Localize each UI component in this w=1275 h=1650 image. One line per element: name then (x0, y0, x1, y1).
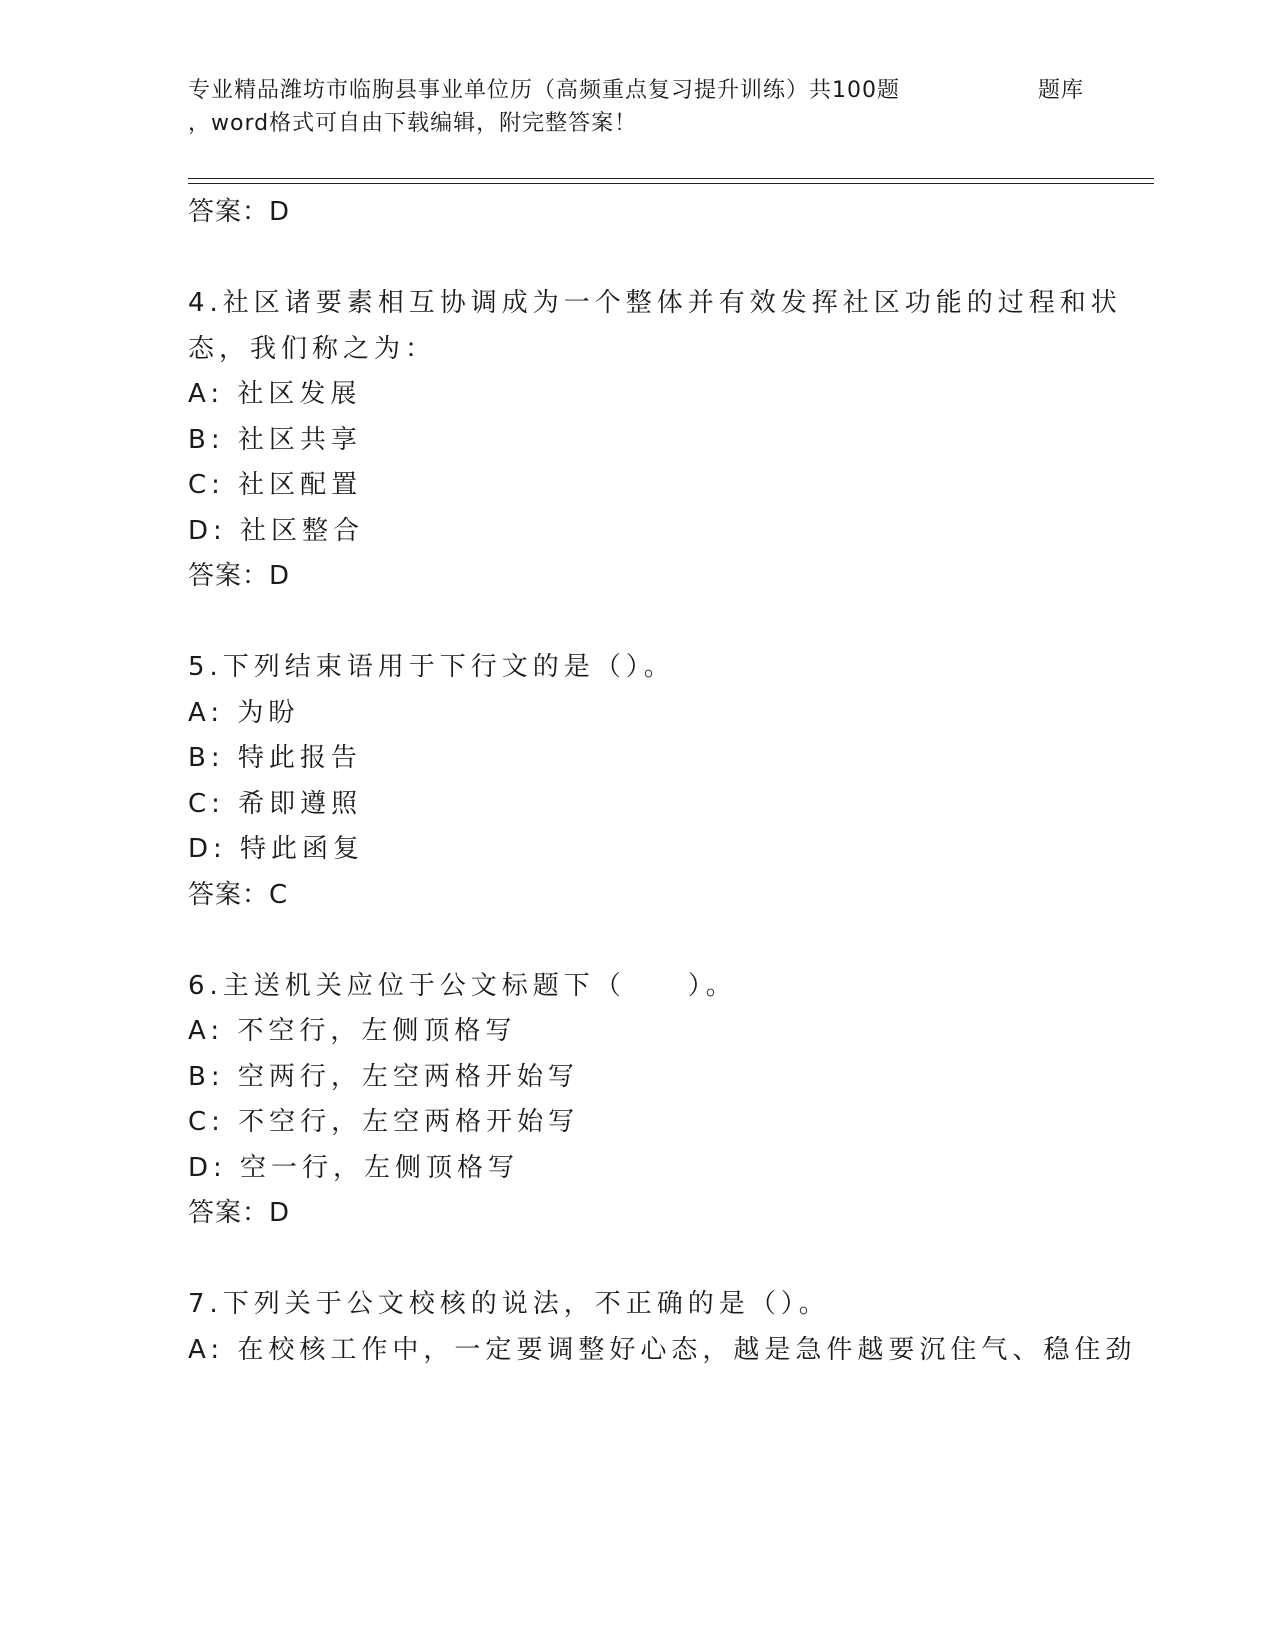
option-c: C: 社区配置 (188, 470, 363, 500)
header-subtitle: ，word格式可自由下载编辑，附完整答案！ (188, 111, 638, 136)
answer: 答案：D (188, 1198, 291, 1228)
option-c: C: 希即遵照 (188, 788, 363, 819)
option-d: D: 社区整合 (188, 515, 365, 546)
question-5 (188, 645, 1088, 918)
option-a: A: 社区发展 (188, 379, 362, 409)
answer: 答案：C (188, 879, 289, 910)
question-stem-continued: 态，我们称之为： (188, 333, 437, 364)
spacer (188, 236, 1088, 282)
page-header (188, 74, 1148, 140)
question-stem: 7.下列关于公文校核的说法，不正确的是（）。 (188, 1289, 830, 1319)
previous-answer: 答案：D (188, 197, 291, 227)
option-a: A: 为盼 (188, 697, 300, 728)
header-line-1 (188, 74, 1148, 107)
question-7 (188, 1282, 1137, 1373)
option-b: B: 社区共享 (188, 424, 362, 455)
option-a: A: 在校核工作中，一定要调整好心态，越是急件越要沉住气、稳住劲 (188, 1334, 1137, 1365)
question-stem: 6.主送机关应位于公文标题下（ ）。 (188, 970, 737, 1001)
spacer (188, 918, 1088, 964)
header-rule-bottom (188, 183, 1154, 184)
header-rule-top (188, 178, 1154, 179)
header-title: 专业精品潍坊市临朐县事业单位历（高频重点复习提升训练）共100题 (188, 78, 900, 103)
header-title-right: 题库 (1037, 78, 1084, 103)
question-stem: 4.社区诸要素相互协调成为一个整体并有效发挥社区功能的过程和状 (188, 288, 1122, 318)
question-content (188, 190, 1137, 1373)
option-b: B: 空两行，左空两格开始写 (188, 1061, 579, 1092)
option-d: D: 特此函复 (188, 834, 365, 864)
question-stem: 5.下列结束语用于下行文的是（）。 (188, 652, 675, 682)
option-b: B: 特此报告 (188, 743, 362, 773)
option-d: D: 空一行，左侧顶格写 (188, 1152, 520, 1183)
question-4 (188, 281, 1122, 600)
answer: 答案：D (188, 561, 291, 591)
spacer (188, 600, 1088, 646)
question-6 (188, 964, 1088, 1237)
spacer (188, 1237, 1088, 1283)
option-a: A: 不空行，左侧顶格写 (188, 1016, 517, 1046)
option-c: C: 不空行，左空两格开始写 (188, 1107, 580, 1137)
